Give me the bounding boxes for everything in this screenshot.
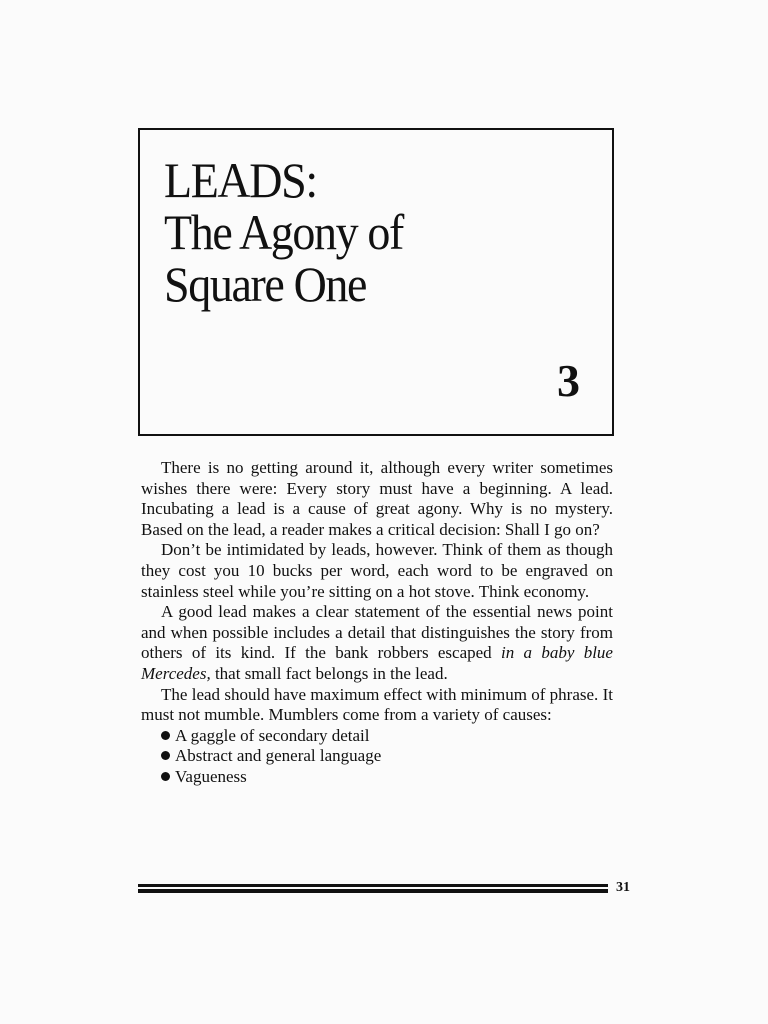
paragraph-1: There is no getting around it, although every writer sometimes wishes there were: Every story must have a beginning. A lead. Incubating a lead is a cause of great agony. Why is no mystery. Based on the lead, a reader makes a critical decision: Shall I go on? <box>141 458 613 539</box>
footer-rule-line-top <box>138 884 608 887</box>
chapter-title-line-2: The Agony of <box>164 204 403 260</box>
chapter-title-box <box>138 128 614 436</box>
chapter-number: 3 <box>557 355 580 406</box>
paragraph-3-text-start: A good lead makes a clear statement of the essential news point and when possible includes a detail that distinguishes the story from others of its kind. If the bank robbers escaped <box>141 602 613 663</box>
bullet-icon <box>161 731 170 740</box>
bullet-icon <box>161 751 170 760</box>
paragraph-3 <box>141 602 613 684</box>
paragraph-3-text-end: that small fact belongs in the lead. <box>210 663 448 683</box>
list-item <box>161 726 613 747</box>
list-item-text: Vagueness <box>175 766 247 786</box>
paragraph-4: The lead should have maximum effect with minimum of phrase. It must not mumble. Mumblers come from a variety of causes: <box>141 684 613 725</box>
causes-list <box>141 726 613 788</box>
paragraph-2: Don’t be intimidated by leads, however. Think of them as though they cost you 10 bucks per word, each word to be engraved on stainless steel while you’re sitting on a hot stove. Think economy. <box>141 540 613 601</box>
list-item <box>161 746 613 767</box>
paragraph-3-italic-phrase: in a baby blue Mercedes, <box>141 643 613 683</box>
page-number: 31 <box>616 880 630 895</box>
footer-rule-line-bottom <box>138 889 608 893</box>
footer-rule <box>138 884 608 893</box>
bullet-icon <box>161 772 170 781</box>
list-item-text: Abstract and general language <box>175 746 382 766</box>
chapter-title-line-1: LEADS: <box>164 152 317 208</box>
chapter-title <box>164 154 403 310</box>
list-item-text: A gaggle of secondary detail <box>175 725 370 745</box>
chapter-title-line-3: Square One <box>164 256 367 312</box>
list-item <box>161 767 613 788</box>
body-text <box>141 458 613 788</box>
